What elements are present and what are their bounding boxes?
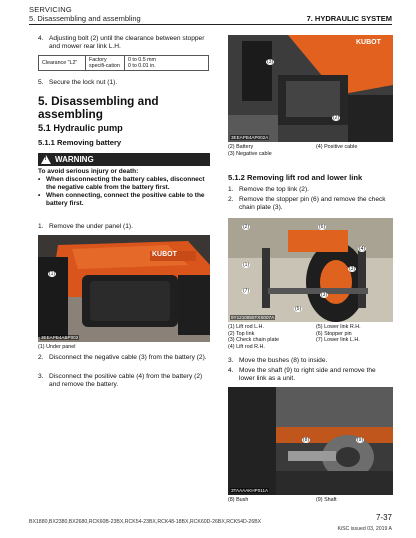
callout-6: (6): [319, 224, 326, 230]
step-4-right: 4. Move the shaft (9) to right side and remove the lower link as a unit.: [228, 367, 376, 383]
lift-rod-photo: [228, 218, 393, 322]
step-4: 4. Adjusting bolt (2) until the clearance between stopper and mower rear link L.H.: [38, 35, 205, 51]
subsection-heading: 5.1 Hydraulic pump: [38, 123, 123, 133]
callout-4: (4): [359, 246, 366, 252]
bush-shaft-photo: [228, 387, 393, 495]
callout-5: (5): [295, 306, 302, 312]
caption-battery: (2) Battery (4) Positive cable (3) Negative cable: [228, 144, 358, 157]
warning-item-2: • When connecting, connect the positive cable to the battery first.: [38, 192, 205, 207]
photo1-id: 3EEAPB4AP002A: [231, 135, 269, 140]
page-number: 7-37: [375, 513, 392, 522]
warning-item-1: • When disconnecting the battery cables, disconnect the negative cable from the battery first.: [38, 176, 205, 191]
lift-rod-heading: 5.1.2 Removing lift rod and lower link: [228, 173, 363, 182]
spec-label: Factory specifi-cation: [86, 56, 125, 71]
section-heading: 5. Disassembling and assembling: [38, 94, 159, 121]
header-subtitle: 5. Disassembling and assembling: [29, 14, 141, 23]
step-1-right: 1. Remove the top link (2).: [228, 186, 309, 193]
warning-icon: [41, 155, 51, 164]
warning-box: [38, 153, 210, 208]
photo-id: 3EEAPB4ABP002: [41, 335, 79, 340]
photo-battery: [228, 35, 393, 142]
caption-bush-shaft: (8) Bush (9) Shaft: [228, 497, 337, 503]
spec-value: 0 to 0.5 mm 0 to 0.01 in.: [125, 56, 209, 71]
header-rule: [29, 24, 392, 25]
step-2-right: 2. Remove the stopper pin (6) and remove the check chain plate (3).: [228, 196, 386, 212]
callout-1-lift: (1): [243, 262, 250, 268]
step-1-left: 1. Remove the under panel (1).: [38, 223, 133, 230]
callout-3: (3): [267, 59, 274, 65]
header-section: 7. HYDRAULIC SYSTEM: [306, 14, 392, 23]
subsubsection-heading: 5.1.1 Removing battery: [38, 138, 122, 147]
clearance-label: Clearance "L2": [39, 56, 86, 71]
clearance-table: [38, 55, 209, 71]
warning-intro: To avoid serious injury or death:: [38, 168, 139, 175]
step-3-left: 3. Disconnect the positive cable (4) from the battery (2) and remove the battery.: [38, 373, 203, 389]
step-2-left: 2. Disconnect the negative cable (3) from the battery (2).: [38, 354, 207, 361]
callout-2: (2): [333, 115, 340, 121]
callout-8: (8): [303, 437, 310, 443]
warning-header: ! WARNING: [38, 153, 210, 166]
tractor-photo: [38, 235, 210, 342]
header-title: SERVICING: [29, 5, 72, 14]
callout-2-lift: (2): [243, 224, 250, 230]
callout-9: (9): [357, 437, 364, 443]
kubota-logo-right: KUBOT: [356, 39, 381, 46]
callout-3-lift-a: (3): [349, 266, 356, 272]
step-5: 5. Secure the lock nut (1).: [38, 79, 118, 86]
caption-under-panel: (1) Under panel: [38, 344, 76, 350]
footer-models: BX1880,BX2380,BX2680,RCK60B-23BX,RCK54-23BX,RCK48-18BX,RCK60D-26BX,RCK54D-26BX: [29, 519, 262, 525]
caption-lift-rod: (1) Lift rod L.H. (5) Lower link R.H. (2) Top link (6) Stopper pin (3) Check chain plate (7) Lower link L.H. (4) Lift rod R.H.: [228, 324, 361, 350]
photo-bush-shaft: [228, 387, 393, 495]
callout-1: (1): [49, 271, 56, 277]
callout-3-lift-b: (3): [321, 292, 328, 298]
step-3-right: 3. Move the bushes (8) to inside.: [228, 357, 328, 364]
photo-under-panel: [38, 235, 210, 342]
photo2-id: 9Y1210855TXS007A: [231, 315, 275, 320]
callout-7: (7): [243, 288, 250, 294]
issue-info: KiSC issued 03, 2019 A: [337, 526, 392, 532]
battery-photo: [228, 35, 393, 142]
photo-lift-rod: [228, 218, 393, 322]
kubota-logo: KUBOT: [152, 251, 177, 258]
photo3-id: 3TAAAAKHP011A: [231, 488, 269, 493]
